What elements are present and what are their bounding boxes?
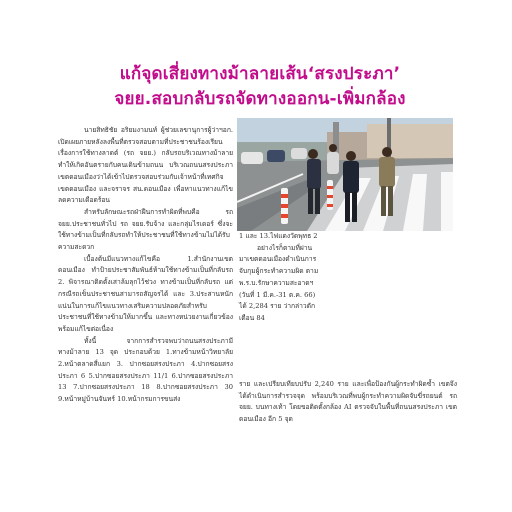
paragraph: เบื้องต้นมีแนวทางแก้ไขคือ 1.สำนักงานเขตดอนเมือง ทำป้ายประชาสัมพันธ์ห้ามใช้ทางข้ามเป็นที่กลับรถ 2. พิจารณาติดตั้งเสาล้มลุกไว้ช่วง ทางข้ามเป็นที่กลับรถ แต่กรณีรถเข็นประชาชนสามารถสัญจรได้ และ 3.ประสานหนักแน่นในการแก้ไขแนวทางเสริมความปลอดภัยสำหรับประชาชนที่ใช้ทางข้ามให้มากขึ้น และทางหน่วยงานเกี่ยวข้องพร้อมแก้ไขต่อเนื่อง [58,254,233,333]
paragraph: ราย และเปรียบเทียบปรับ 2,240 ราย และเพื่อป้องกันผู้กระทำผิดซ้ำ เขตจึงได้ดำเนินการสำรวจจุด พร้อมบริเวณที่พบผู้กระทำความผิดจับขี่รถยนต์ รถ จยย. บนทางเท้า โดยขอติดตั้งกล้อง AI ตรวจจับในพื้นที่ถนนสรงประภา เขตดอนเมือง อีก 5 จุด [239,380,457,424]
paragraph: ทั้งนี้ จากการสำรวจพบว่าถนนสรงประภามีทางม้าลาย 13 จุด ประกอบด้วย 1.ทางข้ามหน้าวิทยาลัย 2.หน้าตลาดสี่แยก 3. ปากซอยสรงประภา 4.ปากซอยสรงประภา 6 5.ปากซอยสรงประภา 11/1 6.ปากซอยสรงประภา 13 7.ปากซอยสรงประภา 18 8.ปากซอยสรงประภา 30 9.หน้าหมู่บ้านจันทร์ 10.หน้ากรมการขนส่ง [58,336,233,404]
article-mid-column [239,231,319,325]
paragraph: นายสิทธิชัย อริยมงามนท์ ผู้ช่วยเลขานุการผู้ว่าฯอก. เปิดเผยภายหลังลงพื้นที่ตรวจสอบตามที่ประชาชนร้องเรียนเรื่องการใช้ทางลาดต์ (รถ จยย.) กลับรถบริเวณทางม้าลาย ทำให้เกิดอันตรายกับคนเดินข้ามถนน บริเวณถนนสรงประภา เขตดอนเมืองว่าได้เข้าไปตรวจสอบร่วมกับเจ้าหน้าที่เทศกิจเขตดอนเมือง และจราจร สน.ดอนเมือง เพื่อหาแนวทางแก้ไขลดความเดือดร้อน [58,126,233,205]
paragraph: สำหรับลักษณะรถฝ่าฝืนการทำผิดที่พบคือ รถ จยย.ประชาชนทั่วไป รถ จยย.รับจ้าง และกลุ่มไรเดอร์ ซึ่งจะใช้ทางข้ามเป็นที่กลับรถทำให้ประชาชนที่ใช้ทางข้ามไม่ได้รับความสะดวก [58,207,233,252]
paragraph: อย่างไรก็ตามที่ผ่านมาเขตดอนเมืองดำเนินการจับกุมผู้กระทำความผิด ตาม พ.ร.บ.รักษาความสะอาดฯ (วันที่ 1 มี.ค.-31 ต.ค. 66) ได้ 2,284 ราย ว่ากล่าวตักเตือน 84 [239,243,319,322]
news-photo [237,118,453,231]
paragraph: 1 และ 13.ไฟแดงวัดพุทธ 2 [239,232,318,240]
headline [60,62,460,112]
article-right-column [239,379,457,426]
headline-line-2: จยย.สอบกลับรถจัดทางออกน-เพิ่มกล้อง [114,89,406,109]
headline-line-1: แก้จุดเสี่ยงทางม้าลายเส้น‘สรงประภา’ [119,64,401,84]
article-left-column [58,125,233,406]
